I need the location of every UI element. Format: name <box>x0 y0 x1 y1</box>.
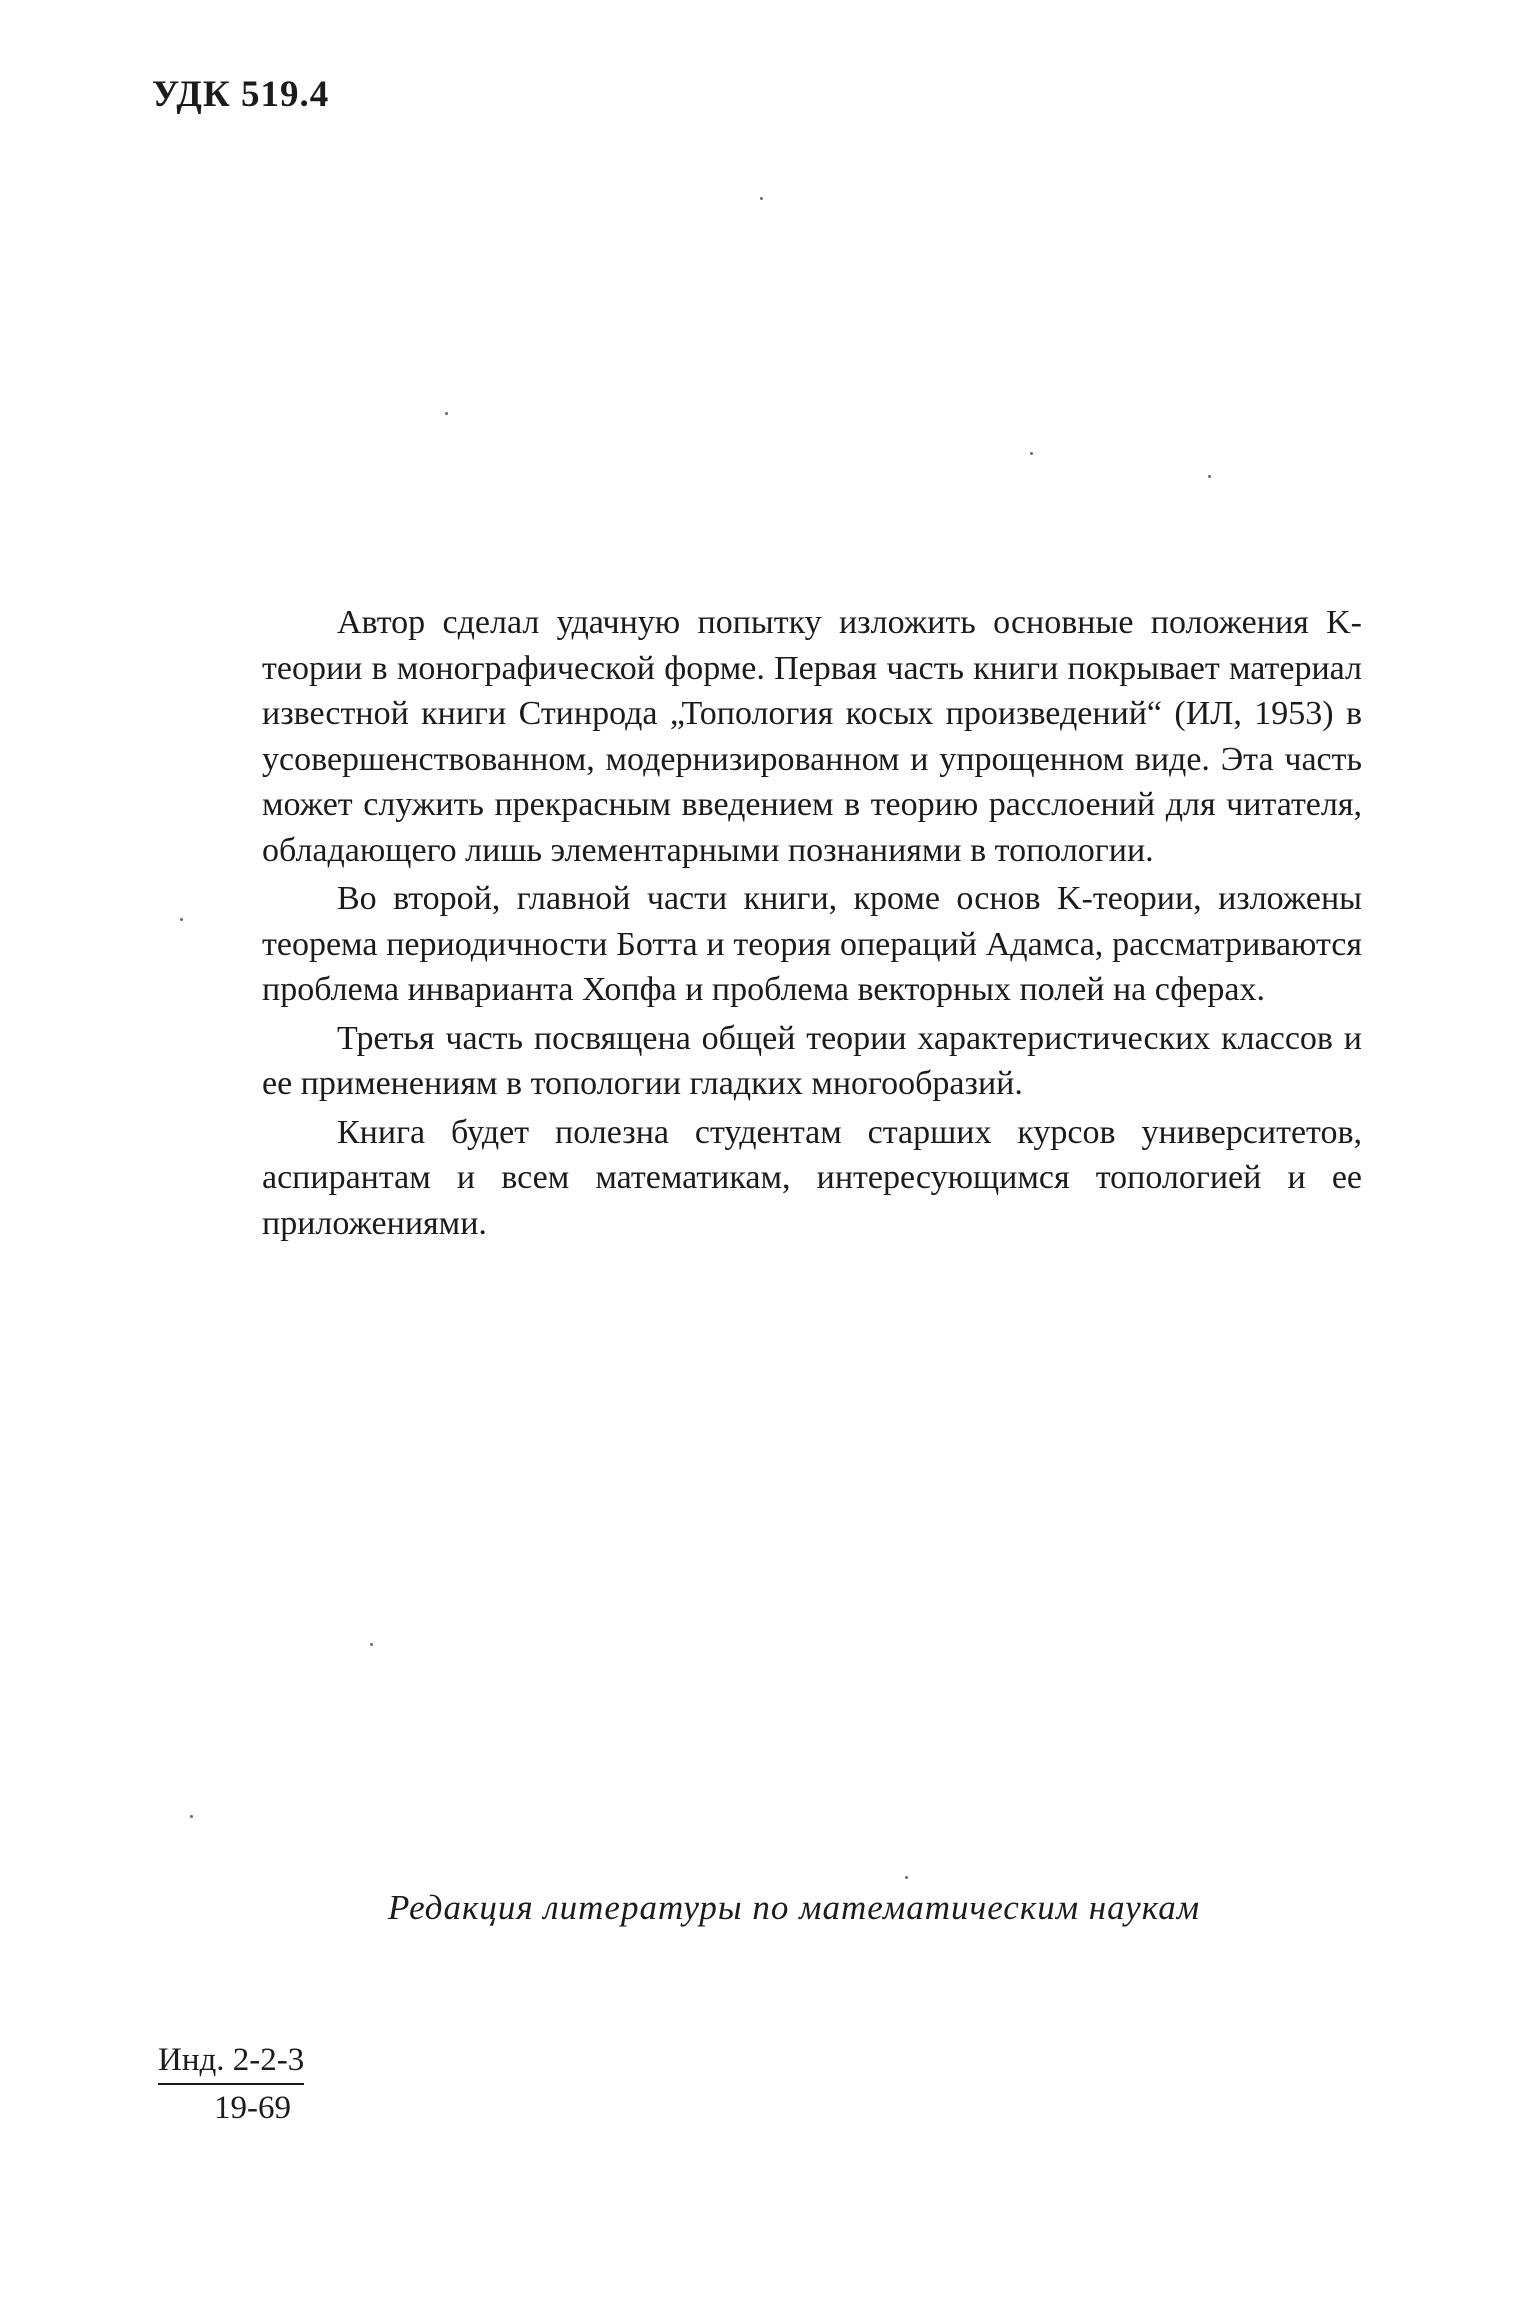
index-number: 19-69 <box>214 2090 291 2126</box>
scan-speck <box>905 1876 908 1879</box>
scan-speck <box>445 412 448 415</box>
scan-speck <box>370 1643 373 1646</box>
udc-classification: УДК 519.4 <box>152 74 330 115</box>
editorial-office-line: Редакция литературы по математическим наукам <box>388 1888 1201 1927</box>
book-abstract <box>262 600 1362 1249</box>
abstract-paragraph-1: Автор сделал удачную попытку изложить основные положения K-теории в монографической форме. Первая часть книги покрывает материал известной книги Стинрода „Топология косых произведений“ (ИЛ, 1953) в усовершенствованном, модернизированном и упрощенном виде. Эта часть может служить прекрасным введением в теорию расслоений для читателя, обладающего лишь элементарными познаниями в топологии. <box>262 604 1362 869</box>
scan-speck <box>180 918 183 921</box>
index-code: Инд. 2-2-3 <box>158 2044 304 2085</box>
scan-speck <box>760 197 763 200</box>
scan-speck <box>1208 475 1211 478</box>
abstract-paragraph-2: Во второй, главной части книги, кроме основ K-теории, изложены теорема периодичности Ботта и теория операций Адамса, рассматриваются проблема инварианта Хопфа и проблема векторных полей на сферах. <box>262 880 1362 1008</box>
abstract-paragraph-3: Третья часть посвящена общей теории характеристических классов и ее применениям в топологии гладких многообразий. <box>262 1019 1362 1102</box>
scan-speck <box>190 1815 193 1818</box>
abstract-paragraph-4: Книга будет полезна студентам старших курсов университетов, аспирантам и всем математикам, интересующимся топологией и ее приложениями. <box>262 1113 1362 1242</box>
publication-index <box>158 2044 304 2125</box>
scan-speck <box>1030 452 1033 455</box>
